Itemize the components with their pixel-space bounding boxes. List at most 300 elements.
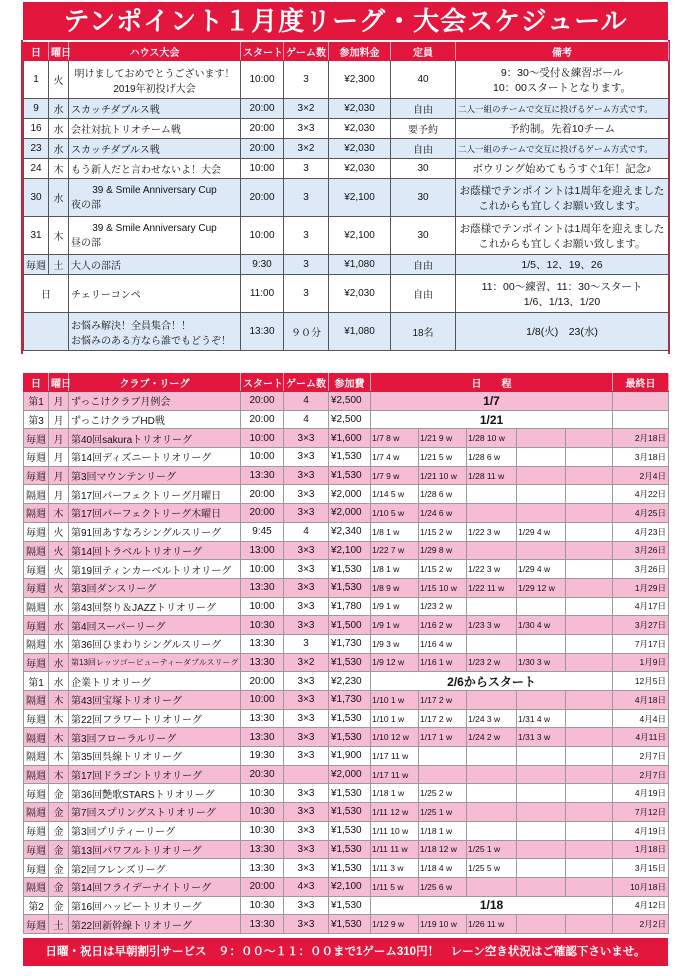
fee-cell: ¥1,530 bbox=[329, 915, 371, 934]
header-cell: 定員 bbox=[391, 43, 456, 61]
note-line: これからも宜しくお願い致します。 bbox=[478, 237, 646, 250]
schedule-cell bbox=[566, 784, 613, 803]
schedule-cell bbox=[566, 448, 613, 467]
schedule-cell bbox=[517, 634, 566, 653]
start-cell: 10:00 bbox=[241, 159, 284, 179]
day-cell: 隔週 bbox=[24, 634, 49, 653]
day-cell: 隔週 bbox=[24, 765, 49, 784]
schedule-cell bbox=[467, 691, 517, 710]
header-cell: 日 bbox=[24, 43, 49, 61]
day-cell: 毎週 bbox=[24, 915, 49, 934]
start-cell: 20:00 bbox=[241, 504, 284, 523]
event-name-line: 2019年初投げ大会 bbox=[113, 83, 196, 95]
schedule-cell bbox=[517, 784, 566, 803]
club-table-body bbox=[24, 392, 669, 934]
event-name-cell bbox=[69, 255, 241, 275]
start-cell: 20:00 bbox=[241, 672, 284, 691]
fee-cell: ¥2,000 bbox=[329, 504, 371, 523]
schedule-cell: 1/25 5 w bbox=[467, 859, 517, 878]
schedule-cell: 1/10 12 w bbox=[371, 728, 419, 747]
weekday-cell: 金 bbox=[49, 840, 69, 859]
schedule-cell bbox=[566, 466, 613, 485]
day-cell: 隔週 bbox=[24, 728, 49, 747]
last-day-cell bbox=[613, 392, 669, 411]
league-name-cell: 第43回祭り＆JAZZトリオリーグ bbox=[69, 597, 241, 616]
league-row bbox=[24, 578, 669, 597]
schedule-cell: 1/17 2 w bbox=[419, 691, 467, 710]
league-row bbox=[24, 429, 669, 448]
league-name-cell: 第7回スプリングストリオリーグ bbox=[69, 803, 241, 822]
schedule-cell bbox=[467, 485, 517, 504]
capacity-cell: 30 bbox=[391, 217, 456, 255]
last-day-cell: 10月18日 bbox=[613, 877, 669, 896]
league-row bbox=[24, 709, 669, 728]
schedule-cell: 1/8 1 w bbox=[371, 522, 419, 541]
last-day-cell bbox=[613, 410, 669, 429]
house-row bbox=[24, 179, 669, 217]
day-cell: 隔週 bbox=[24, 747, 49, 766]
league-name-cell: ずっこけクラブHD戦 bbox=[69, 410, 241, 429]
header-cell: 最終日 bbox=[613, 374, 669, 392]
last-day-cell: 4月25日 bbox=[613, 504, 669, 523]
start-cell: 20:00 bbox=[241, 410, 284, 429]
league-row bbox=[24, 691, 669, 710]
fee-cell: ¥2,030 bbox=[329, 119, 391, 139]
schedule-cell bbox=[517, 691, 566, 710]
note-line: 1/5、12、19、26 bbox=[521, 259, 603, 271]
note-line: 9：30～受付＆練習ボール bbox=[500, 66, 624, 79]
league-name-cell: 第43回宝塚トリオリーグ bbox=[69, 691, 241, 710]
fee-cell: ¥1,530 bbox=[329, 784, 371, 803]
header-cell: 参加費 bbox=[329, 374, 371, 392]
fee-cell: ¥1,530 bbox=[329, 803, 371, 822]
fee-cell: ¥1,530 bbox=[329, 448, 371, 467]
weekday-cell: 木 bbox=[49, 747, 69, 766]
schedule-cell: 1/9 1 w bbox=[371, 597, 419, 616]
start-cell: 20:00 bbox=[241, 99, 284, 119]
event-name-line: 会社対抗トリオチーム戦 bbox=[71, 125, 181, 136]
event-name-line: チェリーコンペ bbox=[71, 290, 141, 301]
games-cell: 3 bbox=[284, 179, 329, 217]
schedule-cell: 1/30 3 w bbox=[517, 653, 566, 672]
league-name-cell: 第22回フラワートリオリーグ bbox=[69, 709, 241, 728]
start-cell: 10:00 bbox=[241, 217, 284, 255]
games-cell: 4 bbox=[284, 522, 329, 541]
start-cell: 10:30 bbox=[241, 896, 284, 915]
schedule-cell bbox=[517, 877, 566, 896]
last-day-cell: 12月5日 bbox=[613, 672, 669, 691]
games-cell: 3×3 bbox=[284, 672, 329, 691]
league-name-cell: 第17回パーフェクトリーグ月曜日 bbox=[69, 485, 241, 504]
fee-cell: ¥1,780 bbox=[329, 597, 371, 616]
note-cell bbox=[456, 217, 669, 255]
schedule-cell: 1/14 5 w bbox=[371, 485, 419, 504]
header-cell: 参加料金 bbox=[329, 43, 391, 61]
weekday-cell: 木 bbox=[49, 728, 69, 747]
games-cell: 3×3 bbox=[284, 466, 329, 485]
weekday-cell: 水 bbox=[49, 597, 69, 616]
capacity-cell: 30 bbox=[391, 179, 456, 217]
note-cell bbox=[456, 139, 669, 159]
schedule-cell: 1/25 1 w bbox=[467, 840, 517, 859]
header-cell: 曜日 bbox=[49, 43, 69, 61]
start-cell: 13:30 bbox=[241, 653, 284, 672]
schedule-cell: 1/11 11 w bbox=[371, 840, 419, 859]
games-cell: 3×3 bbox=[284, 485, 329, 504]
start-cell: 13:30 bbox=[241, 728, 284, 747]
day-cell: 隔週 bbox=[24, 691, 49, 710]
start-cell: 13:30 bbox=[241, 709, 284, 728]
day-cell: 毎週 bbox=[24, 448, 49, 467]
schedule-cell bbox=[517, 840, 566, 859]
league-row bbox=[24, 840, 669, 859]
fee-cell: ¥1,530 bbox=[329, 896, 371, 915]
weekday-cell: 金 bbox=[49, 859, 69, 878]
event-name-cell bbox=[69, 275, 241, 313]
day-cell: 毎週 bbox=[24, 653, 49, 672]
schedule-cell bbox=[467, 747, 517, 766]
day-cell: 30 bbox=[24, 179, 49, 217]
schedule-cell bbox=[566, 504, 613, 523]
league-row bbox=[24, 765, 669, 784]
games-cell: 3×3 bbox=[284, 119, 329, 139]
schedule-cell bbox=[566, 728, 613, 747]
schedule-cell bbox=[517, 597, 566, 616]
schedule-cell bbox=[566, 877, 613, 896]
games-cell: 3 bbox=[284, 255, 329, 275]
schedule-cell: 1/25 6 w bbox=[419, 877, 467, 896]
weekday-cell: 水 bbox=[49, 139, 69, 159]
schedule-cell bbox=[467, 784, 517, 803]
weekday-cell: 火 bbox=[49, 541, 69, 560]
games-cell: 3 bbox=[284, 634, 329, 653]
fee-cell: ¥1,600 bbox=[329, 429, 371, 448]
league-row bbox=[24, 504, 669, 523]
event-name-cell bbox=[69, 139, 241, 159]
schedule-cell: 1/23 2 w bbox=[419, 597, 467, 616]
league-row bbox=[24, 616, 669, 635]
event-name-cell bbox=[69, 119, 241, 139]
schedule-span-cell: 1/21 bbox=[371, 410, 613, 429]
day-cell: 隔週 bbox=[24, 485, 49, 504]
weekday-cell: 水 bbox=[49, 634, 69, 653]
league-name-cell: 第13回レッツゴービューティーダブルスリーグ bbox=[69, 653, 241, 672]
weekday-cell: 月 bbox=[49, 485, 69, 504]
schedule-cell bbox=[517, 859, 566, 878]
schedule-cell: 1/25 1 w bbox=[419, 803, 467, 822]
weekday-cell: 金 bbox=[49, 784, 69, 803]
day-cell: 16 bbox=[24, 119, 49, 139]
schedule-cell: 1/8 9 w bbox=[371, 578, 419, 597]
league-row bbox=[24, 448, 669, 467]
start-cell: 20:00 bbox=[241, 179, 284, 217]
schedule-cell bbox=[566, 597, 613, 616]
league-row bbox=[24, 541, 669, 560]
league-name-cell: 第13回パワフルトリオリーグ bbox=[69, 840, 241, 859]
house-tournament-table bbox=[23, 42, 669, 351]
note-cell bbox=[456, 313, 669, 351]
schedule-cell: 1/22 3 w bbox=[467, 522, 517, 541]
last-day-cell: 2月7日 bbox=[613, 747, 669, 766]
games-cell: 3×3 bbox=[284, 747, 329, 766]
club-header-row bbox=[24, 374, 669, 392]
league-row bbox=[24, 597, 669, 616]
fee-cell: ¥1,080 bbox=[329, 255, 391, 275]
day-cell: 第2 bbox=[24, 896, 49, 915]
games-cell: 3×3 bbox=[284, 504, 329, 523]
schedule-cell bbox=[517, 448, 566, 467]
day-cell: 隔週 bbox=[24, 803, 49, 822]
event-name-line: 39 & Smile Anniversary Cup bbox=[92, 184, 217, 196]
note-line: 10：00スタートとなります。 bbox=[492, 81, 632, 94]
league-row bbox=[24, 915, 669, 934]
weekday-cell: 土 bbox=[49, 915, 69, 934]
schedule-cell: 1/11 5 w bbox=[371, 877, 419, 896]
weekday-cell: 水 bbox=[49, 653, 69, 672]
schedule-cell bbox=[566, 821, 613, 840]
schedule-cell bbox=[566, 840, 613, 859]
start-cell: 10:00 bbox=[241, 560, 284, 579]
fee-cell: ¥2,230 bbox=[329, 672, 371, 691]
schedule-cell bbox=[566, 765, 613, 784]
league-row bbox=[24, 747, 669, 766]
schedule-cell bbox=[566, 634, 613, 653]
house-table-body bbox=[24, 61, 669, 351]
start-cell: 11:00 bbox=[241, 275, 284, 313]
event-name-line: お悩みのある方なら誰でもどうぞ！ bbox=[71, 335, 231, 347]
weekday-cell: 土 bbox=[49, 255, 69, 275]
schedule-cell: 1/24 2 w bbox=[467, 728, 517, 747]
games-cell: 4 bbox=[284, 392, 329, 411]
note-cell bbox=[456, 179, 669, 217]
league-row bbox=[24, 392, 669, 411]
capacity-cell: 自由 bbox=[391, 99, 456, 119]
start-cell: 13:00 bbox=[241, 541, 284, 560]
league-name-cell: 企業トリオリーグ bbox=[69, 672, 241, 691]
start-cell: 20:00 bbox=[241, 877, 284, 896]
league-name-cell: 第14回ディズニートリオリーグ bbox=[69, 448, 241, 467]
header-cell: 日 bbox=[24, 374, 49, 392]
schedule-cell bbox=[517, 485, 566, 504]
day-cell: 毎週 bbox=[24, 578, 49, 597]
start-cell: 10:30 bbox=[241, 821, 284, 840]
schedule-cell bbox=[467, 597, 517, 616]
schedule-cell: 1/29 4 w bbox=[517, 560, 566, 579]
schedule-cell: 1/16 1 w bbox=[419, 653, 467, 672]
last-day-cell: 1月18日 bbox=[613, 840, 669, 859]
schedule-cell: 1/24 6 w bbox=[419, 504, 467, 523]
league-row bbox=[24, 485, 669, 504]
league-name-cell: 第3回マウンテンリーグ bbox=[69, 466, 241, 485]
schedule-cell bbox=[566, 578, 613, 597]
league-name-cell: 第17回ドラゴントリオリーグ bbox=[69, 765, 241, 784]
fee-cell: ¥2,500 bbox=[329, 392, 371, 411]
fee-cell: ¥1,530 bbox=[329, 821, 371, 840]
weekday-cell: 火 bbox=[49, 560, 69, 579]
schedule-cell bbox=[467, 821, 517, 840]
note-line: 11：00～練習、11：30～スタート bbox=[481, 280, 643, 293]
fee-cell: ¥2,340 bbox=[329, 522, 371, 541]
schedule-cell: 1/12 9 w bbox=[371, 915, 419, 934]
day-cell: 隔週 bbox=[24, 877, 49, 896]
schedule-cell: 1/22 3 w bbox=[467, 560, 517, 579]
fee-cell: ¥1,530 bbox=[329, 728, 371, 747]
games-cell: 3×3 bbox=[284, 691, 329, 710]
weekday-cell: 木 bbox=[49, 691, 69, 710]
fee-cell: ¥2,030 bbox=[329, 159, 391, 179]
league-name-cell: 第14回フライデーナイトリーグ bbox=[69, 877, 241, 896]
weekday-cell: 火 bbox=[49, 522, 69, 541]
footer-banner: 日曜・祝日は早朝割引サービス ９：００～１１：００まで1ゲーム310円！ レーン空き状況はご確認下さいませ。 bbox=[23, 938, 668, 966]
games-cell: 3×2 bbox=[284, 139, 329, 159]
games-cell: 3×2 bbox=[284, 99, 329, 119]
note-cell bbox=[456, 119, 669, 139]
fee-cell: ¥2,500 bbox=[329, 410, 371, 429]
event-name-line: スカッチダブルス戦 bbox=[71, 105, 160, 116]
start-cell: 13:30 bbox=[241, 840, 284, 859]
schedule-cell: 1/17 11 w bbox=[371, 747, 419, 766]
note-line: お蔭様でテンポイントは1周年を迎えました bbox=[459, 184, 665, 197]
weekday-cell: 金 bbox=[49, 896, 69, 915]
schedule-cell bbox=[517, 803, 566, 822]
schedule-cell bbox=[467, 877, 517, 896]
league-name-cell: 第35回呉線トリオリーグ bbox=[69, 747, 241, 766]
note-cell bbox=[456, 255, 669, 275]
schedule-cell: 1/21 5 w bbox=[419, 448, 467, 467]
weekday-cell: 金 bbox=[49, 821, 69, 840]
fee-cell: ¥1,500 bbox=[329, 616, 371, 635]
start-cell: 10:00 bbox=[241, 597, 284, 616]
schedule-cell: 1/21 10 w bbox=[419, 466, 467, 485]
schedule-cell: 1/15 2 w bbox=[419, 522, 467, 541]
house-row bbox=[24, 313, 669, 351]
note-cell bbox=[456, 275, 669, 313]
schedule-cell: 1/18 12 w bbox=[419, 840, 467, 859]
start-cell: 10:30 bbox=[241, 616, 284, 635]
schedule-cell: 1/31 4 w bbox=[517, 709, 566, 728]
header-cell: スタート bbox=[241, 374, 284, 392]
schedule-cell bbox=[467, 765, 517, 784]
fee-cell: ¥1,530 bbox=[329, 840, 371, 859]
day-cell: 第3 bbox=[24, 410, 49, 429]
fee-cell: ¥2,030 bbox=[329, 139, 391, 159]
schedule-cell: 1/17 2 w bbox=[419, 709, 467, 728]
weekday-cell: 水 bbox=[49, 179, 69, 217]
start-cell: 20:00 bbox=[241, 119, 284, 139]
schedule-cell bbox=[467, 803, 517, 822]
fee-cell: ¥2,030 bbox=[329, 275, 391, 313]
weekday-cell: 木 bbox=[49, 709, 69, 728]
fee-cell: ¥2,000 bbox=[329, 485, 371, 504]
schedule-cell: 1/24 3 w bbox=[467, 709, 517, 728]
schedule-cell: 1/11 3 w bbox=[371, 859, 419, 878]
weekday-cell: 月 bbox=[49, 448, 69, 467]
games-cell: 3×3 bbox=[284, 616, 329, 635]
event-name-line: スカッチダブルス戦 bbox=[71, 145, 160, 156]
schedule-cell: 1/7 8 w bbox=[371, 429, 419, 448]
schedule-cell bbox=[517, 765, 566, 784]
day-cell: 毎週 bbox=[24, 616, 49, 635]
note-line: 二人一組のチームで交互に投げるゲーム方式です。 bbox=[458, 103, 653, 114]
day-cell: 毎週 bbox=[24, 840, 49, 859]
schedule-cell: 1/11 10 w bbox=[371, 821, 419, 840]
header-cell: 備考 bbox=[456, 43, 669, 61]
start-cell: 13:30 bbox=[241, 634, 284, 653]
event-name-cell bbox=[69, 313, 241, 351]
weekday-cell: 月 bbox=[49, 466, 69, 485]
capacity-cell: 自由 bbox=[391, 275, 456, 313]
day-cell: 9 bbox=[24, 99, 49, 119]
note-line: 二人一組のチームで交互に投げるゲーム方式です。 bbox=[458, 143, 653, 154]
fee-cell: ¥1,530 bbox=[329, 859, 371, 878]
schedule-cell bbox=[517, 466, 566, 485]
last-day-cell: 1月29日 bbox=[613, 578, 669, 597]
league-name-cell: 第2回フレンズリーグ bbox=[69, 859, 241, 878]
schedule-cell: 1/8 1 w bbox=[371, 560, 419, 579]
event-name-line: もう新人だと言わせないよ！大会 bbox=[71, 165, 221, 176]
games-cell: 3×3 bbox=[284, 578, 329, 597]
day-cell: 日 bbox=[24, 275, 69, 313]
last-day-cell: 7月17日 bbox=[613, 634, 669, 653]
league-name-cell: 第22回新幹線トリオリーグ bbox=[69, 915, 241, 934]
league-row bbox=[24, 821, 669, 840]
schedule-cell: 1/29 12 w bbox=[517, 578, 566, 597]
schedule-cell: 1/17 11 w bbox=[371, 765, 419, 784]
capacity-cell: 30 bbox=[391, 159, 456, 179]
games-cell: 3 bbox=[284, 275, 329, 313]
day-cell: 24 bbox=[24, 159, 49, 179]
day-cell: 毎週 bbox=[24, 560, 49, 579]
fee-cell: ¥1,730 bbox=[329, 691, 371, 710]
league-row bbox=[24, 784, 669, 803]
event-name-cell bbox=[69, 217, 241, 255]
last-day-cell: 3月27日 bbox=[613, 616, 669, 635]
schedule-cell bbox=[517, 915, 566, 934]
schedule-cell: 1/16 2 w bbox=[419, 616, 467, 635]
fee-cell: ¥1,080 bbox=[329, 313, 391, 351]
house-header-row bbox=[24, 43, 669, 61]
league-row bbox=[24, 672, 669, 691]
event-name-line: 夜の部 bbox=[71, 199, 101, 211]
start-cell: 13:30 bbox=[241, 313, 284, 351]
note-line: これからも宜しくお願い致します。 bbox=[478, 199, 646, 212]
day-cell: 毎週 bbox=[24, 859, 49, 878]
league-row bbox=[24, 728, 669, 747]
games-cell: 4×3 bbox=[284, 877, 329, 896]
schedule-cell bbox=[419, 765, 467, 784]
capacity-cell: 40 bbox=[391, 61, 456, 99]
capacity-cell: 自由 bbox=[391, 255, 456, 275]
fee-cell: ¥1,530 bbox=[329, 653, 371, 672]
house-row bbox=[24, 119, 669, 139]
league-row bbox=[24, 653, 669, 672]
weekday-cell: 水 bbox=[49, 672, 69, 691]
fee-cell: ¥1,530 bbox=[329, 466, 371, 485]
house-row bbox=[24, 255, 669, 275]
weekday-cell: 火 bbox=[49, 578, 69, 597]
schedule-cell: 1/9 1 w bbox=[371, 616, 419, 635]
games-cell: 3×3 bbox=[284, 541, 329, 560]
day-cell: 毎週 bbox=[24, 709, 49, 728]
schedule-cell bbox=[517, 747, 566, 766]
fee-cell: ¥2,100 bbox=[329, 217, 391, 255]
schedule-cell: 1/23 2 w bbox=[467, 653, 517, 672]
start-cell: 9:30 bbox=[241, 255, 284, 275]
last-day-cell: 2月7日 bbox=[613, 765, 669, 784]
start-cell: 20:00 bbox=[241, 485, 284, 504]
schedule-cell bbox=[419, 747, 467, 766]
last-day-cell: 2月2日 bbox=[613, 915, 669, 934]
